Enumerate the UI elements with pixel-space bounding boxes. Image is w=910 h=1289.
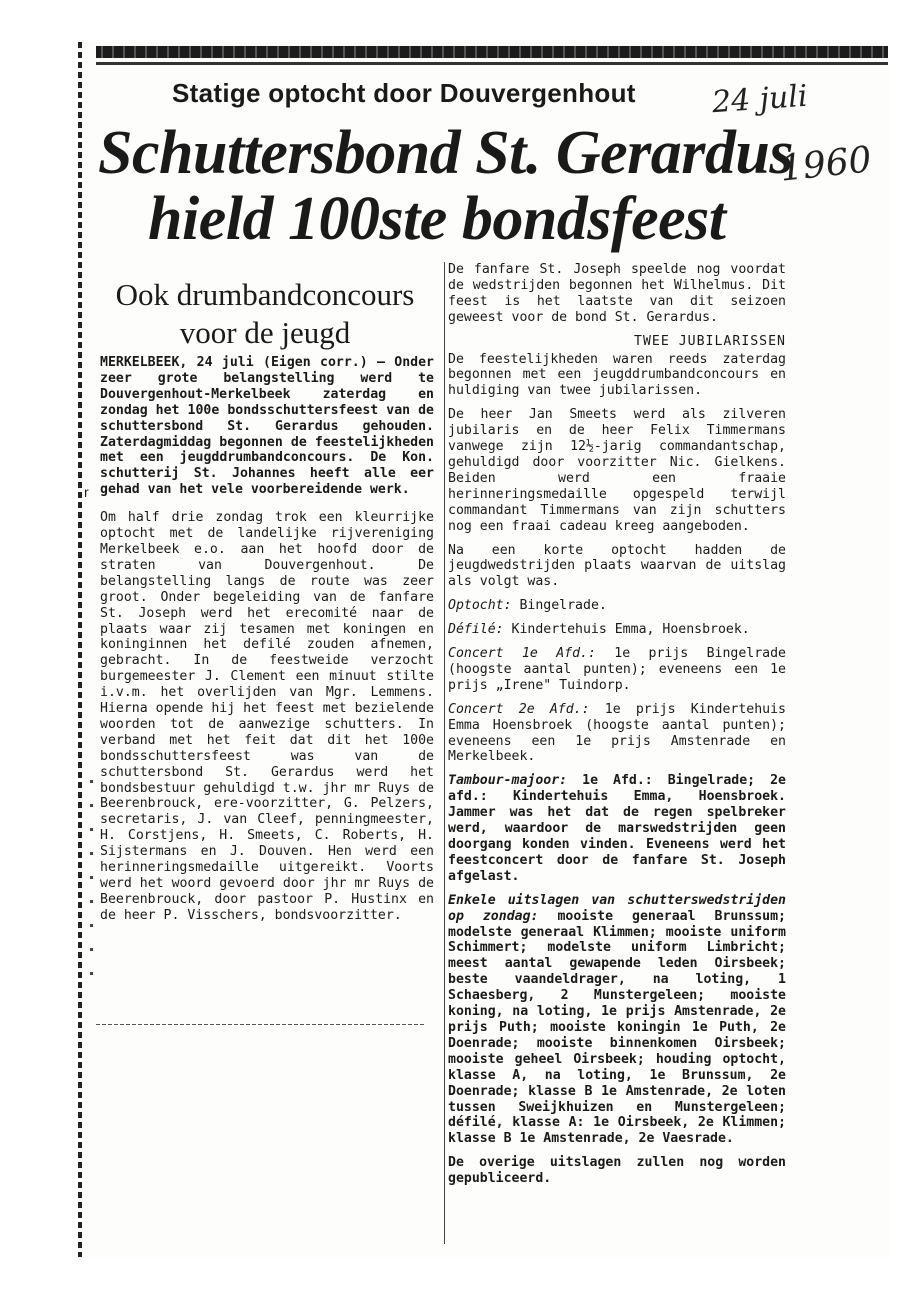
sunday-label: Enkele uitslagen van schutterswedstrijden op zondag:: [448, 892, 786, 924]
lead-paragraph: MERKELBEEK, 24 juli (Eigen corr.) — Onder zeer grote belangstelling werd te Douvergenhout-Merkelbeek zaterdag en zondag het 100e bondsschuttersfeest van de schuttersbond St. Gerardus gehouden. Zaterdagmiddag begonnen de feestelijkheden met een jeugddrumbandconcours. De Kon. schutterij St. Johannes heeft alle eer gehad van het vele voorbereidende werk.: [100, 355, 434, 498]
result-item: [448, 646, 786, 694]
paragraph-2: De heer Jan Smeets werd als zilveren jubilaris en de heer Felix Timmermans vanwege zijn 12½-jarig commandantschap, gehuldigd door voorzitter Nic. Gielkens. Beiden werd een fraaie herinneringsmedaille opgespeld terwijl commandant Timmermans van zijn schutters nog een fraai cadeau kreeg aangeboden.: [448, 407, 786, 534]
result-text: Bingelrade.: [519, 598, 607, 614]
headline-line-2: hield 100ste bondsfeest: [148, 185, 726, 253]
paragraph-3: Na een korte optocht hadden de jeugdwedstrijden plaats waarvan de uitslag als volgt was.: [448, 542, 786, 590]
section-title: TWEE JUBILARISSEN: [634, 333, 786, 349]
intro-paragraph: De fanfare St. Joseph speelde nog voordat de wedstrijden begonnen het Wilhelmus. Dit feest is het laatste van dit seizoen geweest voor de bond St. Gerardus.: [448, 262, 786, 325]
result-label: Optocht:: [448, 598, 512, 614]
result-text: Kindertehuis Emma, Hoensbroek.: [511, 622, 750, 638]
sunday-results: [448, 893, 786, 1148]
result-item: [448, 622, 786, 638]
handwritten-year: 1960: [778, 139, 874, 190]
result-text: 1e prijs Kindertehuis Emma Hoensbroek (hoogste aantal punten); eveneens een 1e prijs Amstenrade en Merkelbeek.: [448, 701, 786, 765]
result-label: Tambour-majoor:: [448, 773, 568, 789]
result-item: [448, 598, 786, 614]
result-item: [448, 702, 786, 766]
headline-line-1: Schuttersbond St. Gerardus: [98, 119, 794, 187]
sunday-text: mooiste generaal Brunssum; modelste generaal Klimmen; mooiste uniform Schimmert; modelste uniform Limbricht; meest aantal gewapende leden Oirsbeek; beste vaandeldrager, na loting, 1 Schaesberg, 2 Munstergeleen; mooiste koning, na loting, 1e prijs Amstenrade, 2e prijs Puth; mooiste koningin 1e Puth, 2e Doenrade; mooiste binnenkomen Oirsbeek; mooiste geheel Oirsbeek; houding optocht, klasse A, na loting, 1e Brunssum, 2e Doenrade; klasse B 1e Amstenrade, 2e loten tussen Sweijkhuizen en Munstergeleen; défilé, klasse A: 1e Oirsbeek, 2e Klimmen; klasse B 1e Amstenrade, 2e Vaesrade.: [448, 908, 786, 1147]
column-end-rule: [96, 1024, 426, 1025]
closing-paragraph: De overige uitslagen zullen nog worden gepubliceerd.: [448, 1155, 786, 1187]
top-rule: [96, 46, 888, 58]
paragraph-1: De feestelijkheden waren reeds zaterdag begonnen met een jeugddrumbandconcours en huldiging van twee jubilarissen.: [448, 351, 786, 399]
subheadline-line-1: Ook drumbandconcours: [115, 277, 415, 312]
right-column: [448, 262, 786, 1195]
subheadline: [96, 276, 434, 352]
result-text: 1e prijs Bingelrade (hoogste aantal punten); eveneens een 1e prijs „Irene" Tuindorp.: [448, 646, 786, 693]
result-label: Concert 2e Afd.:: [448, 701, 590, 717]
result-label: Concert 1e Afd.:: [448, 646, 596, 662]
column-divider: [444, 262, 445, 1244]
kicker-headline: Statige optocht door Douvergenhout: [172, 78, 636, 108]
handwritten-date: 24 juli: [710, 78, 809, 121]
result-text: 1e Afd.: Bingelrade; 2e afd.: Kindertehuis Emma, Hoensbroek. Jammer was het dat de regen spelbreker werd, waardoor de marswedstrijden geen doorgang konden vinden. Eveneens werd het feestconcert door de fanfare St. Joseph afgelast.: [448, 773, 786, 884]
clipping-left-edge: [78, 42, 82, 1257]
top-rule-thin: [96, 62, 888, 65]
body-paragraph: Om half drie zondag trok een kleurrijke optocht met de landelijke rijvereniging Merkelbeek e.o. aan het hoofd door de straten van Douvergenhout. De belangstelling langs de route was zeer groot. Onder begeleiding van de fanfare St. Joseph werd het erecomité naar de plaats waar zij tesamen met koningen en koninginnen het defilé zouden afnemen, gebracht. In de feestweide verzocht burgemeester J. Clement een minuut stilte i.v.m. het overlijden van Mgr. Lemmens. Hierna opende hij het feest met bezielende woorden tot de aanwezige schutters. In verband met het feit dat dit het 100e bondsschuttersfeest was van de schuttersbond St. Gerardus werd het bondsbestuur gehuldigd t.w. jhr mr Ruys de Beerenbrouck, ere-voorzitter, G. Pelzers, secretaris, J. van Cleef, penningmeester, H. Corstjens, H. Smeets, C. Roberts, H. Sijstermans en J. Douven. Hen werd een herinneringsmedaille uitgereikt. Voorts werd het woord gevoerd door jhr mr Ruys de Beerenbrouck, door pastoor P. Hustinx en de heer P. Visschers, bondsvoorzitter.: [100, 510, 434, 923]
margin-mark: r: [84, 484, 89, 500]
margin-dots: [90, 780, 93, 980]
result-label: Défilé:: [448, 622, 504, 638]
subheadline-line-2: voor de jeugd: [179, 315, 351, 350]
result-item: [448, 773, 786, 884]
left-column: [100, 355, 434, 932]
